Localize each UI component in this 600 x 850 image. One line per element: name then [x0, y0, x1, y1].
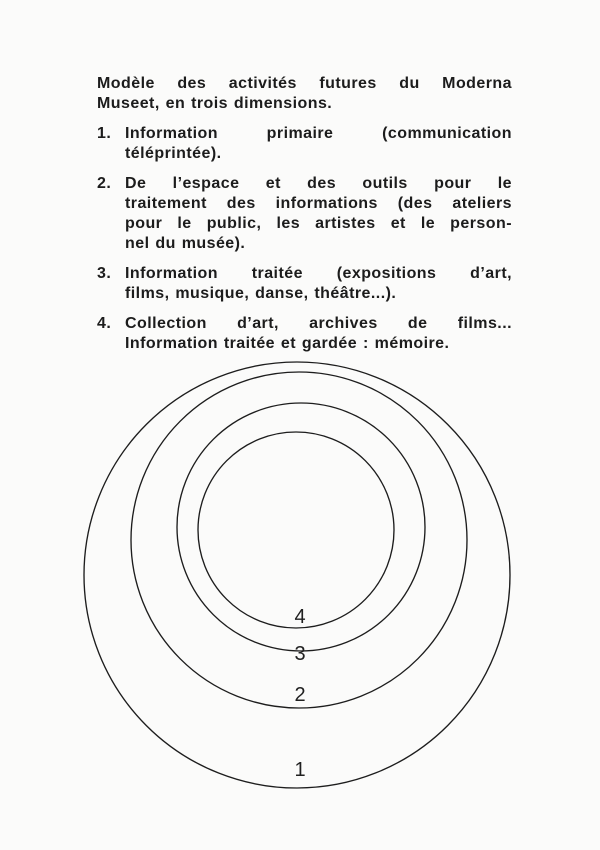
list-item-4-number: 4. — [97, 315, 112, 332]
list-item-2-line-4: nel du musée). — [125, 235, 246, 252]
ring-label-1: 1 — [294, 759, 306, 781]
list-item-3 — [97, 264, 512, 304]
circle-1 — [84, 362, 510, 788]
list-item-3-line-2: films, musique, danse, théâtre...). — [125, 285, 397, 302]
list-item-1-text — [125, 124, 512, 164]
title-line-1: Modèle des activités futures du Moderna — [97, 75, 512, 92]
list-item-1-line-1: Information primaire (communication — [125, 125, 512, 142]
list-item-1-line-2: téléprintée). — [125, 145, 222, 162]
list-item-3-line-1: Information traitée (expositions d’art, — [125, 265, 512, 282]
text-block — [97, 74, 512, 354]
list-item-1 — [97, 124, 512, 164]
circle-3 — [177, 403, 425, 651]
ring-label-4: 4 — [294, 606, 306, 628]
ring-label-3: 3 — [294, 643, 306, 665]
list-item-2-line-3: pour le public, les artistes et le person- — [125, 215, 512, 232]
ring-label-2: 2 — [294, 684, 306, 706]
list-item-2-text — [125, 174, 512, 254]
list-item-3-number: 3. — [97, 265, 112, 282]
list-item-2 — [97, 174, 512, 254]
list-item-4-text — [125, 314, 512, 354]
list-item-4-line-2: Information traitée et gardée : mémoire. — [125, 335, 450, 352]
list-item-4-line-1: Collection d’art, archives de films... — [125, 315, 512, 332]
circle-2 — [131, 372, 467, 708]
list-item-3-text — [125, 264, 512, 304]
circle-4 — [198, 432, 394, 628]
numbered-list — [97, 124, 512, 354]
list-item-2-number: 2. — [97, 175, 112, 192]
list-item-4 — [97, 314, 512, 354]
title-line-2: Museet, en trois dimensions. — [97, 95, 333, 112]
document-title — [97, 74, 512, 114]
list-item-1-number: 1. — [97, 125, 112, 142]
list-item-2-line-2: traitement des informations (des ateliers — [125, 195, 512, 212]
list-item-2-line-1: De l’espace et des outils pour le — [125, 175, 512, 192]
